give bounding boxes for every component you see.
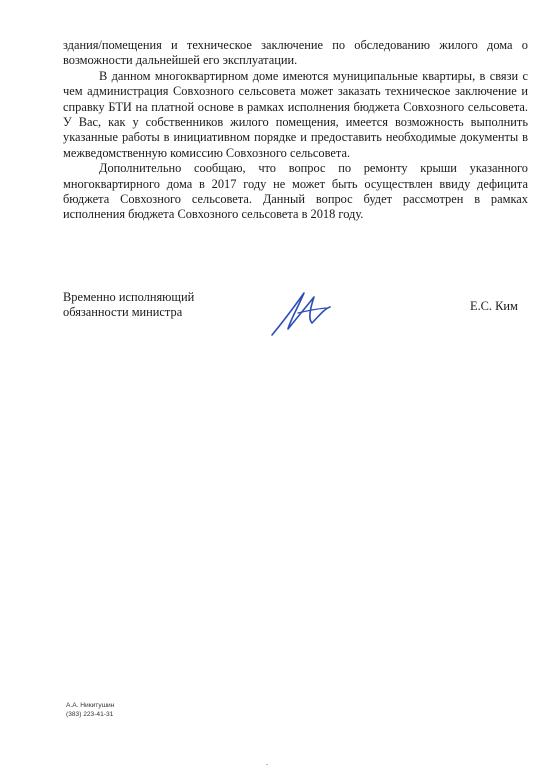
signature-position: [63, 290, 194, 321]
executor-info: [66, 701, 114, 719]
paragraph-roof-repair: Дополнительно сообщаю, что вопрос по ремонту крыши указанного многоквартирного дома в 2017 году не может быть осуществлен ввиду дефицита бюджета Совхозного сельсовета. Данный вопрос будет рассмотрен в рамках исполнения бюджета Совхозного сельсовета в 2018 году.: [63, 161, 528, 222]
position-line-2: обязанности министра: [63, 305, 183, 320]
position-line-1: Временно исполняющий: [63, 290, 195, 304]
executor-name: А.А. Никитушин: [66, 702, 115, 709]
signer-name: Е.С. Ким: [470, 299, 518, 313]
handwritten-signature: [268, 283, 334, 339]
executor-phone: (383) 223-41-31: [66, 711, 114, 718]
paragraph-continuation: здания/помещения и техническое заключение по обследованию жилого дома о возможности дальнейшей его эксплуатации.: [63, 38, 528, 68]
page-mark: -: [266, 762, 268, 768]
paragraph-municipal-apartments: В данном многоквартирном доме имеются муниципальные квартиры, в связи с чем администрация Совхозного сельсовета может заказать техническое заключение и справку БТИ на платной основе в рамках исполнения бюджета Совхозного сельсовета. У Вас, как у собственников жилого помещения, имеется возможность выполнить указанные работы в инициативном порядке и предоставить необходимые документы в межведомственную комиссию Совхозного сельсовета.: [63, 68, 528, 160]
letter-body: [63, 38, 528, 223]
